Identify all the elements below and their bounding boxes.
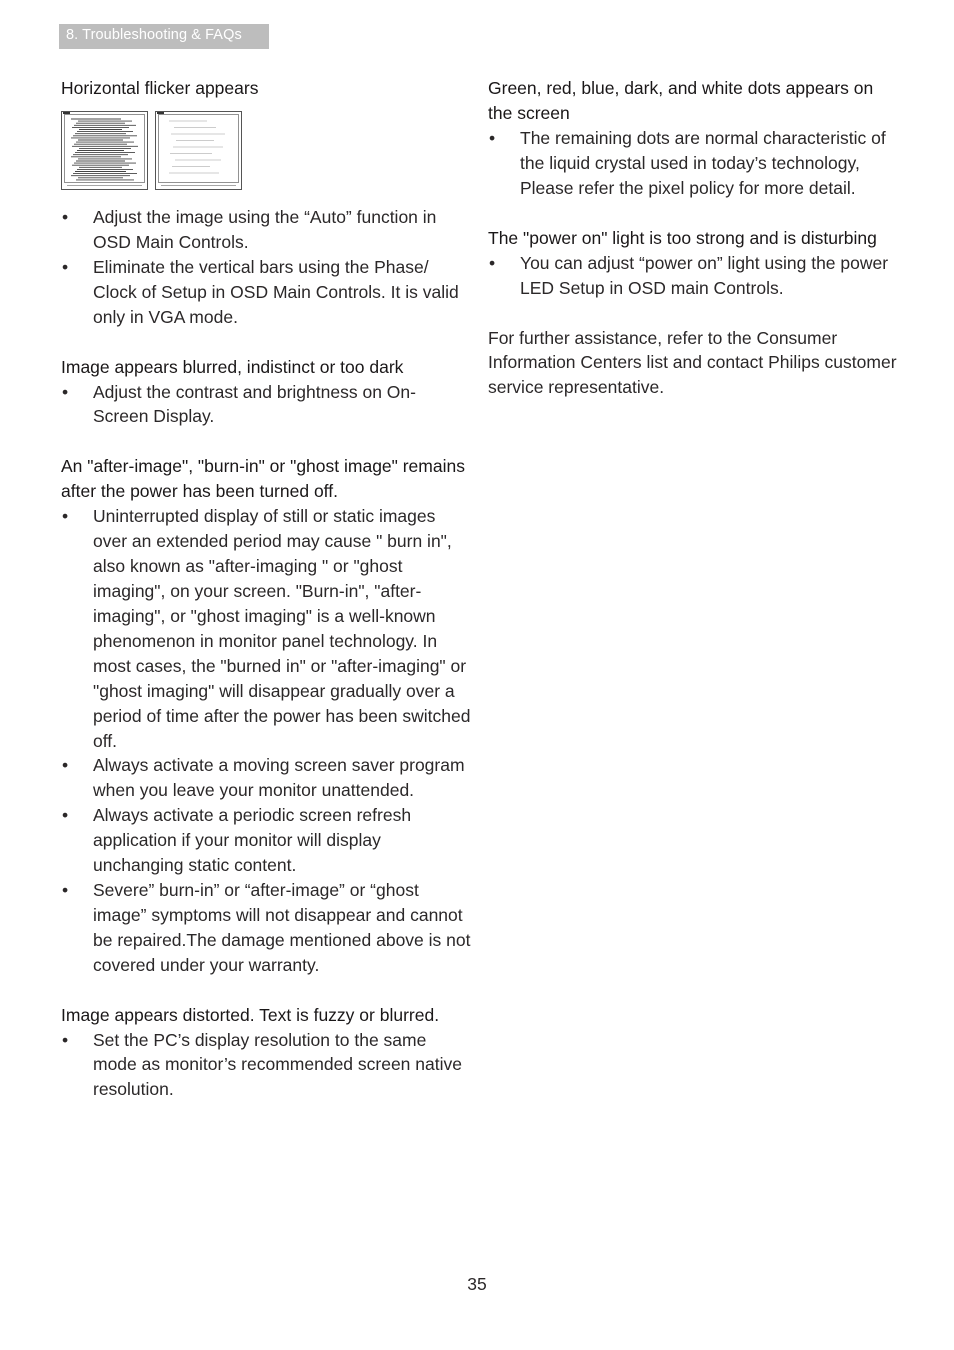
list-item: • Always activate a moving screen saver program when you leave your monitor unattended.: [62, 755, 465, 801]
assistance-paragraph: For further assistance, refer to the Consumer Information Centers list and contact Philips customer service representative.: [488, 327, 897, 398]
monitor-flicker-icon: [61, 111, 148, 190]
bullet-icon: •: [62, 755, 69, 776]
bullet-list: [61, 504, 471, 977]
section-horizontal-flicker: [61, 76, 471, 330]
bullet-list: [61, 1028, 471, 1103]
list-item: • Adjust the image using the “Auto” function in OSD Main Controls.: [62, 207, 437, 252]
list-item: • Always activate a periodic screen refresh application if your monitor will display unchanging static content.: [62, 805, 412, 876]
list-item: • The remaining dots are normal characteristic of the liquid crystal used in today’s technology, Please refer the pixel policy for more detail.: [489, 128, 886, 198]
section-image-distorted: [61, 1003, 471, 1103]
section-heading: Image appears distorted. Text is fuzzy or blurred.: [61, 1004, 440, 1025]
bullet-icon: •: [62, 381, 69, 402]
list-item: • You can adjust “power on” light using the power LED Setup in OSD main Controls.: [489, 252, 889, 298]
bullet-list: [488, 126, 900, 201]
section-heading: Image appears blurred, indistinct or too dark: [61, 356, 404, 377]
list-item: • Eliminate the vertical bars using the Phase/ Clock of Setup in OSD Main Controls. It is valid only in VGA mode.: [62, 256, 459, 327]
list-item: • Severe” burn-in” or “after-image” or “ghost image” symptoms will not disappear and cannot be repaired.The damage mentioned above is not covered under your warranty.: [62, 879, 471, 975]
section-heading: Green, red, blue, dark, and white dots appears on the screen: [488, 78, 874, 123]
bullet-icon: •: [62, 207, 69, 227]
section-after-image: [61, 454, 471, 977]
section-tab: 8. Troubleshooting & FAQs: [59, 24, 269, 49]
section-image-blurred: [61, 355, 471, 430]
bullet-icon: •: [62, 1029, 69, 1050]
bullet-list: [488, 251, 900, 301]
page-number: 35: [467, 1274, 487, 1294]
section-assistance: [488, 326, 900, 401]
flicker-illustration: [61, 111, 471, 191]
bullet-icon: •: [62, 879, 69, 900]
section-heading: An "after-image", "burn-in" or "ghost image" remains after the power has been turned off.: [61, 456, 465, 502]
bullet-list: [61, 205, 471, 330]
bullet-icon: •: [489, 128, 496, 148]
bullet-icon: •: [62, 805, 69, 826]
right-column: [488, 76, 900, 425]
bullet-icon: •: [489, 252, 496, 273]
list-item: • Adjust the contrast and brightness on On-Screen Display.: [62, 381, 416, 427]
bullet-list: [61, 380, 471, 430]
left-column: [61, 76, 471, 1127]
bullet-icon: •: [62, 256, 69, 277]
section-power-light: [488, 226, 900, 301]
bullet-icon: •: [62, 506, 69, 527]
list-item: • Set the PC’s display resolution to the same mode as monitor’s recommended screen native resolution.: [62, 1029, 462, 1100]
section-dots: [488, 76, 900, 201]
section-heading: Horizontal flicker appears: [61, 78, 259, 98]
list-item: • Uninterrupted display of still or static images over an extended period may cause " burn in", also known as "after-imaging " or "ghost imaging", on your screen. "Burn-in", "after-imaging", or "ghost imaging" is a well-known phenomenon in monitor panel technology. In most cases, the "burned in" or "after-imaging" or "ghost imaging" will disappear gradually over a period of time after the power has been switched off.: [62, 506, 471, 751]
monitor-clear-icon: [155, 111, 242, 190]
section-heading: The "power on" light is too strong and is disturbing: [488, 227, 877, 248]
